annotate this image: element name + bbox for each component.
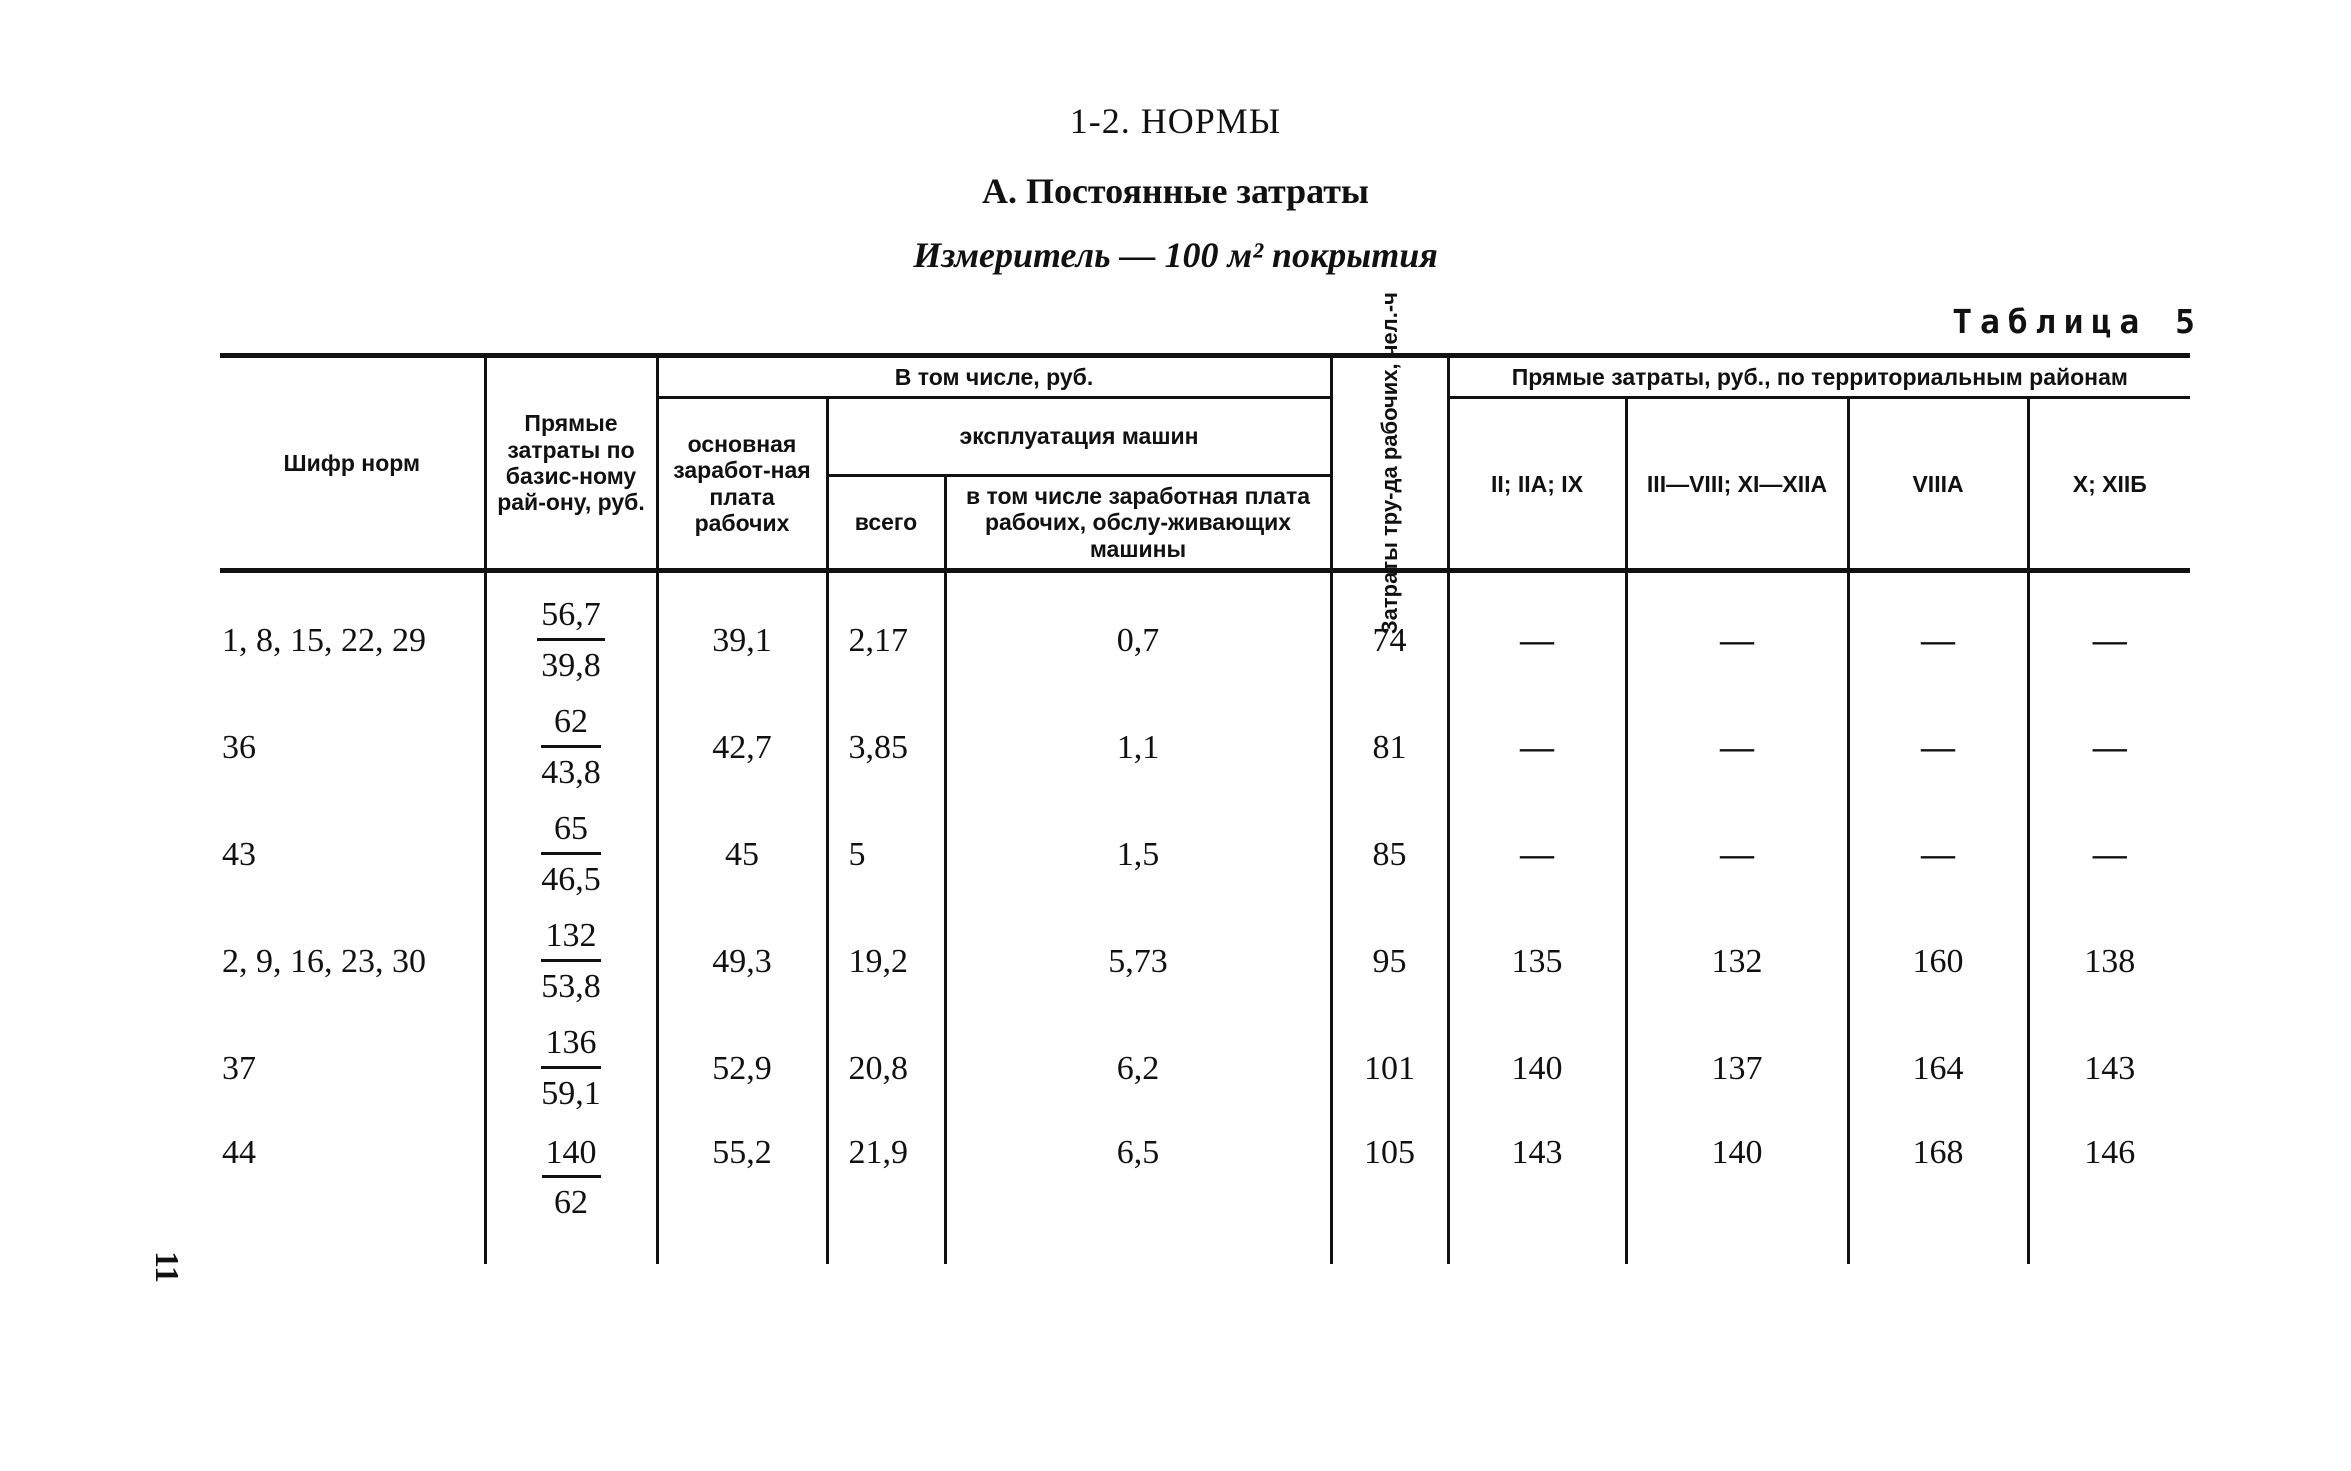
- header-regions: Прямые затраты, руб., по территориальным районам: [1448, 356, 2190, 398]
- fraction-numerator: 132: [541, 917, 601, 961]
- fraction-denominator: 62: [554, 1184, 588, 1222]
- measure-unit: Измеритель — 100 м² покрытия: [913, 235, 1438, 275]
- cell-machine-total: 5: [827, 801, 945, 908]
- fraction-numerator: 65: [541, 810, 601, 854]
- cell-labor: 101: [1331, 1015, 1448, 1122]
- header-code: Шифр норм: [220, 356, 485, 571]
- cell-region-4: 138: [2028, 908, 2190, 1015]
- page-number: 11: [148, 1250, 186, 1284]
- header-region-1: II; IIА; IX: [1448, 398, 1626, 571]
- header-region-4: X; XIIБ: [2028, 398, 2190, 571]
- fraction-numerator: 140: [542, 1134, 601, 1178]
- fraction-denominator: 46,5: [541, 860, 601, 898]
- fraction-numerator: 62: [541, 703, 601, 747]
- fraction-denominator: 59,1: [541, 1074, 601, 1112]
- cell-direct-base: [485, 1122, 657, 1264]
- fraction: [541, 810, 601, 898]
- header-machine-total: всего: [827, 475, 945, 570]
- cell-code: 44: [222, 1134, 256, 1171]
- cell-machine-total: 2,17: [827, 571, 945, 695]
- table-row: [220, 801, 2190, 908]
- cell-labor: 85: [1331, 801, 1448, 908]
- cell-region-4: —: [2028, 571, 2190, 695]
- header-machine-wage: в том числе заработная плата рабочих, обслу-живающих машины: [945, 475, 1331, 570]
- cell-region-1: —: [1448, 571, 1626, 695]
- cell-region-3: 164: [1848, 1015, 2028, 1122]
- cell-region-4: —: [2028, 801, 2190, 908]
- cell-labor: 95: [1331, 908, 1448, 1015]
- cell-region-4: 143: [2028, 1015, 2190, 1122]
- cell-machine-wage: 6,5: [945, 1122, 1331, 1264]
- cell-machine-total: 19,2: [827, 908, 945, 1015]
- cell-base-wage: 45: [657, 801, 827, 908]
- header-region-3: VIIIА: [1848, 398, 2028, 571]
- table-label: Таблица 5: [1952, 302, 2203, 341]
- cell-machine-wage: 5,73: [945, 908, 1331, 1015]
- cell-region-1: —: [1448, 801, 1626, 908]
- table-row: [220, 908, 2190, 1015]
- header-labor-text: Затраты тру-да рабочих, чел.-ч: [1376, 291, 1402, 635]
- section-title: 1-2. НОРМЫ: [1069, 101, 1282, 141]
- fraction-denominator: 53,8: [541, 967, 601, 1005]
- cell-direct-base: [485, 571, 657, 695]
- fraction: [542, 1134, 601, 1222]
- cell-code: 2, 9, 16, 23, 30: [222, 942, 426, 980]
- cell-labor: 81: [1331, 694, 1448, 801]
- table-row: [220, 571, 2190, 695]
- table-row: [220, 1015, 2190, 1122]
- cell-region-3: —: [1848, 571, 2028, 695]
- fraction: [541, 1024, 601, 1112]
- cell-region-1: 135: [1448, 908, 1626, 1015]
- cell-machine-wage: 1,5: [945, 801, 1331, 908]
- cell-region-2: —: [1626, 801, 1848, 908]
- cell-direct-base: [485, 694, 657, 801]
- cell-direct-base: [485, 801, 657, 908]
- header-including: В том числе, руб.: [657, 356, 1331, 398]
- cell-region-1: 143: [1448, 1122, 1626, 1264]
- cell-direct-base: [485, 1015, 657, 1122]
- cell-base-wage: 49,3: [657, 908, 827, 1015]
- header-machine-operation: эксплуатация машин: [827, 398, 1331, 475]
- cell-machine-wage: 1,1: [945, 694, 1331, 801]
- cell-machine-total: 21,9: [827, 1122, 945, 1264]
- cell-base-wage: 39,1: [657, 571, 827, 695]
- header-labor: [1331, 291, 1448, 635]
- cell-machine-wage: 0,7: [945, 571, 1331, 695]
- fraction: [541, 703, 601, 791]
- cell-region-2: 137: [1626, 1015, 1848, 1122]
- cell-region-3: 160: [1848, 908, 2028, 1015]
- cell-machine-total: 20,8: [827, 1015, 945, 1122]
- cell-labor: 74: [1331, 571, 1448, 695]
- header-direct-base: Прямые затраты по базис-ному рай-ону, руб.: [485, 356, 657, 571]
- fraction: [541, 917, 601, 1005]
- cell-labor: 105: [1331, 1122, 1448, 1264]
- cell-region-3: —: [1848, 694, 2028, 801]
- cell-region-2: 140: [1626, 1122, 1848, 1264]
- header-region-2: III—VIII; XI—XIIА: [1626, 398, 1848, 571]
- fraction-denominator: 43,8: [541, 753, 601, 791]
- cell-region-3: —: [1848, 801, 2028, 908]
- cell-region-2: 132: [1626, 908, 1848, 1015]
- cell-region-1: 140: [1448, 1015, 1626, 1122]
- cell-region-4: 146: [2028, 1122, 2190, 1264]
- cell-region-3: 168: [1848, 1122, 2028, 1264]
- fraction-numerator: 56,7: [537, 596, 605, 640]
- cell-direct-base: [485, 908, 657, 1015]
- cell-machine-total: 3,85: [827, 694, 945, 801]
- cell-region-2: —: [1626, 694, 1848, 801]
- table-row: [220, 694, 2190, 801]
- cell-region-1: —: [1448, 694, 1626, 801]
- cell-base-wage: 42,7: [657, 694, 827, 801]
- fraction: [537, 596, 605, 684]
- fraction-numerator: 136: [541, 1024, 601, 1068]
- header-base-wage: основная заработ-ная плата рабочих: [657, 398, 827, 571]
- cell-region-2: —: [1626, 571, 1848, 695]
- cell-machine-wage: 6,2: [945, 1015, 1331, 1122]
- subsection-title: А. Постоянные затраты: [981, 171, 1370, 211]
- cell-code: 1, 8, 15, 22, 29: [222, 621, 426, 659]
- cell-base-wage: 55,2: [657, 1122, 827, 1264]
- cell-code: 36: [222, 728, 256, 766]
- cell-region-4: —: [2028, 694, 2190, 801]
- fraction-denominator: 39,8: [541, 646, 601, 684]
- cell-base-wage: 52,9: [657, 1015, 827, 1122]
- cell-code: 43: [222, 835, 256, 873]
- table-row: [220, 1122, 2190, 1264]
- cell-code: 37: [222, 1049, 256, 1087]
